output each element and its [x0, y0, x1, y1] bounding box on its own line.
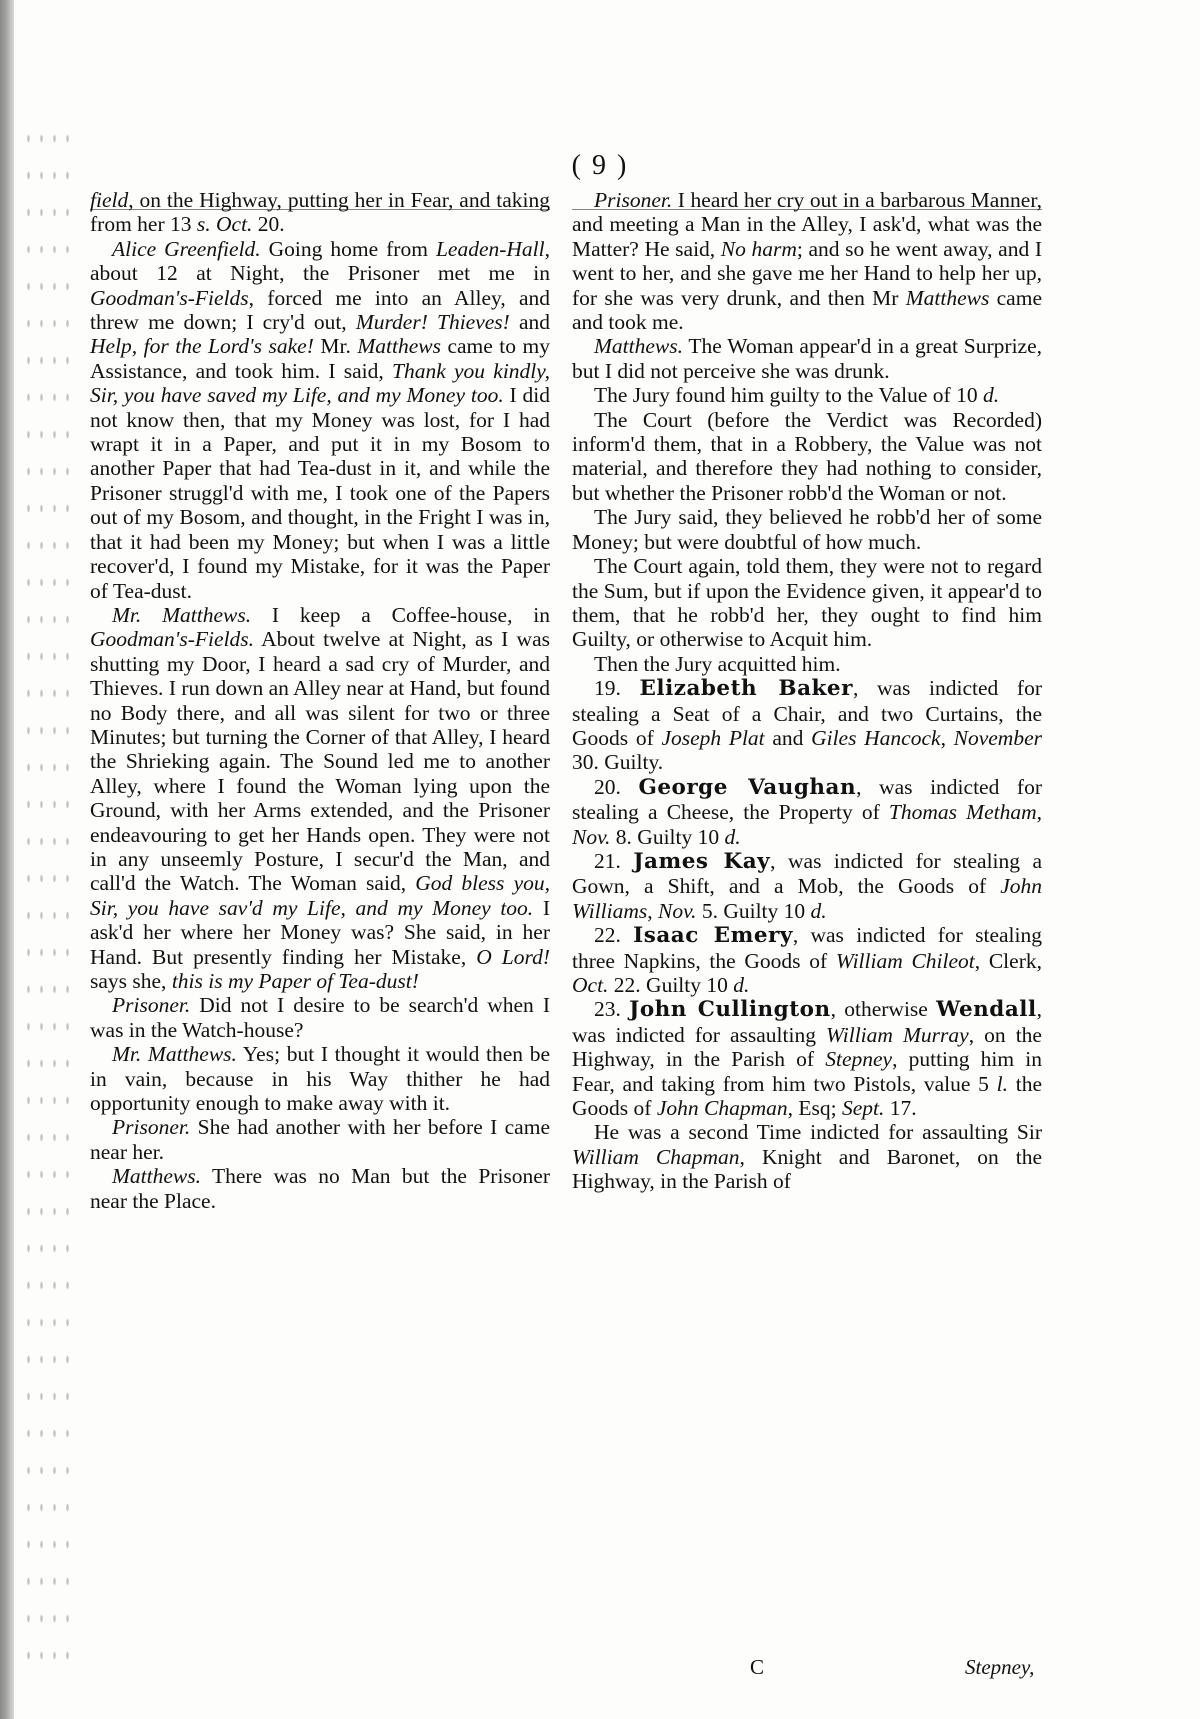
- text-run: Mr.: [313, 334, 358, 359]
- text-run: The Woman appear'd in a great Surprize, but I did not perceive she was drunk.: [572, 334, 1042, 383]
- italic-run: William Murray: [826, 1022, 969, 1047]
- italic-run: O Lord!: [476, 944, 550, 969]
- text-run: and: [509, 310, 550, 335]
- text-run: 19.: [594, 676, 640, 701]
- text-run: , Esq;: [787, 1096, 842, 1121]
- text-run: 20.: [594, 774, 639, 799]
- text-run: ,: [647, 898, 659, 923]
- signature-mark: C: [750, 1655, 765, 1679]
- text-run: , Clerk,: [974, 948, 1042, 973]
- text-run: , putting him in Fear, and taking from him two Pistols, value 5: [572, 1047, 1043, 1096]
- paragraph: [572, 652, 1042, 676]
- defendant-name: James Kay: [633, 848, 771, 874]
- italic-run: Goodman's-Fields: [90, 285, 249, 310]
- italic-run: Mr. Matthews.: [112, 1042, 237, 1067]
- italic-run: field: [90, 188, 129, 212]
- italic-run: Leaden-Hall: [435, 236, 545, 261]
- text-run: ; and so he went away, and I went to her, and she gave me her Hand to help her up, for she was very drunk, and then Mr: [572, 236, 1043, 310]
- italic-run: Prisoner.: [594, 188, 673, 212]
- italic-run: Matthews.: [594, 334, 683, 359]
- paragraph: [90, 237, 550, 603]
- paragraph: [90, 188, 550, 237]
- binding-edge: [0, 0, 14, 1719]
- italic-run: l.: [996, 1071, 1008, 1096]
- text-run: , was indicted for stealing a Seat of a Chair, and two Curtains, the Goods of: [572, 676, 1043, 750]
- italic-run: Oct.: [572, 973, 609, 997]
- catchword: Stepney,: [965, 1655, 1035, 1679]
- italic-run: John Chapman: [656, 1096, 788, 1121]
- text-run: 17.: [884, 1096, 917, 1121]
- italic-run: Nov.: [572, 824, 611, 849]
- defendant-name: Isaac Emery: [633, 923, 793, 949]
- italic-run: this is my Paper of Tea-dust!: [171, 969, 419, 993]
- text-run: The Court again, told them, they were not to regard the Sum, but if upon the Evidence given, it appear'd to them, that he robb'd her, they ought to find him Guilty, or otherwise to Acquit him.: [572, 554, 1042, 652]
- paragraph: [572, 505, 1042, 554]
- text-run: She had another with her before I came near her.: [90, 1115, 550, 1164]
- italic-run: Prisoner.: [112, 993, 191, 1018]
- text-run: 8. Guilty 10: [610, 824, 725, 849]
- text-run: He was a second Time indicted for assaulting Sir: [594, 1120, 1042, 1145]
- italic-run: Mr. Matthews.: [112, 602, 252, 627]
- defendant-name: John Cullington: [629, 997, 831, 1023]
- paragraph: [572, 554, 1042, 652]
- text-run: , was indicted for stealing three Napkins, the Goods of: [572, 923, 1042, 973]
- text-run: came to my Assistance, and took him. I said,: [90, 334, 550, 383]
- paragraph: [90, 603, 550, 994]
- italic-run: Thank you kindly, Sir, you have saved my Life, and my Money too.: [90, 358, 551, 408]
- trial-entry: [572, 923, 1042, 997]
- text-run: , Knight and Baronet, on the Highway, in the Parish of: [572, 1144, 1043, 1194]
- paragraph: [572, 383, 1042, 407]
- italic-run: Stepney: [825, 1047, 893, 1072]
- text-run: 23.: [594, 997, 630, 1022]
- defendant-name: George Vaughan: [638, 774, 857, 800]
- italic-run: God bless you, Sir, you have sav'd my Life, and my Money too.: [90, 871, 550, 920]
- text-run: , about 12 at Night, the Prisoner met me in: [90, 236, 550, 286]
- text-run: , was indicted for stealing a Gown, a Shift, and a Mob, the Goods of: [572, 848, 1043, 899]
- italic-run: Murder! Thieves!: [355, 310, 510, 335]
- text-run: About twelve at Night, as I was shutting my Door, I heard a sad cry of Murder, and Thieves. I run down an Alley near at Hand, but found no Body there, and all was silent for two or three Minutes; but turning the Corner of that Alley, I heard the Shrieking again. The Sound led me to another Alley, where I found the Woman lying upon the Ground, with her Arms extended, and the Prisoner endeavouring to get her Hands open. They were not in any unseemly Posture, I secur'd the Man, and call'd the Watch. The Woman said,: [90, 627, 550, 896]
- italic-run: Goodman's-Fields.: [90, 627, 255, 652]
- text-run: Then the Jury acquitted him.: [594, 651, 841, 676]
- italic-run: Matthews: [357, 334, 441, 359]
- italic-run: Joseph Plat: [661, 725, 765, 750]
- italic-run: d.: [982, 383, 1000, 408]
- paragraph: [90, 1042, 550, 1115]
- page-number: ( 9 ): [571, 150, 629, 181]
- text-run: 30. Guilty.: [572, 750, 664, 775]
- text-run: , on the Highway, in the Parish of: [572, 1022, 1042, 1072]
- text-run: , was indicted for stealing a Cheese, the Property of: [572, 774, 1043, 825]
- text-run: , was indicted for assaulting: [572, 997, 1042, 1047]
- paragraph: [90, 993, 550, 1042]
- paragraph: [572, 334, 1042, 383]
- text-run: 21.: [594, 848, 634, 873]
- text-run: I heard her cry out in a barbarous Manner, and meeting a Man in the Alley, I ask'd, what was the Matter? He said,: [572, 188, 1042, 261]
- text-run: The Jury found him guilty to the Value of 10: [594, 383, 983, 408]
- italic-run: John Williams: [572, 874, 1042, 923]
- italic-run: Sept.: [841, 1096, 885, 1121]
- text-run: There was no Man but the Prisoner near the Place.: [90, 1164, 550, 1213]
- italic-run: Nov.: [658, 898, 697, 923]
- text-run: ,: [1036, 800, 1042, 825]
- text-run: Did not I desire to be search'd when I was in the Watch-house?: [90, 993, 550, 1042]
- text-run: , forced me into an Alley, and threw me down; I cry'd out,: [90, 285, 550, 335]
- text-run: and: [764, 725, 812, 750]
- margin-specks: [22, 120, 72, 1680]
- left-column: [90, 188, 550, 1213]
- text-run: 20.: [252, 212, 285, 237]
- italic-run: Giles Hancock: [811, 725, 941, 750]
- trial-entry: [572, 849, 1042, 923]
- defendant-name: Wendall: [936, 997, 1037, 1023]
- italic-run: d.: [810, 898, 827, 923]
- italic-run: William Chapman: [572, 1144, 740, 1169]
- italic-run: Matthews.: [112, 1164, 201, 1189]
- paragraph: [90, 1164, 550, 1213]
- text-run: says she,: [90, 969, 172, 993]
- paragraph: [572, 1120, 1042, 1193]
- italic-run: No harm: [720, 236, 797, 261]
- text-run: ,: [940, 725, 954, 750]
- paragraph: [90, 1115, 550, 1164]
- paragraph: [572, 188, 1042, 334]
- text-run: I ask'd her where her Money was? She said, in her Hand. But presently finding her Mistake,: [90, 895, 550, 969]
- defendant-name: Elizabeth Baker: [639, 676, 853, 702]
- italic-run: Matthews: [905, 285, 990, 310]
- italic-run: s.: [196, 212, 211, 237]
- italic-run: Oct.: [216, 212, 253, 237]
- italic-run: Thomas Metham: [888, 800, 1037, 825]
- trial-entry: [572, 775, 1042, 849]
- italic-run: Help, for the Lord's sake!: [90, 334, 314, 359]
- right-column: [572, 188, 1042, 1194]
- trial-entry: [572, 997, 1042, 1120]
- text-run: 22.: [594, 923, 634, 948]
- text-run: , otherwise: [830, 997, 937, 1022]
- text-run: The Jury said, they believed he robb'd her of some Money; but were doubtful of how much.: [572, 505, 1042, 554]
- text-run: I did not know then, that my Money was lost, for I had wrapt it in a Paper, and put it in my Bosom to another Paper that had Tea-dust in it, and while the Prisoner struggl'd with me, I took one of the Papers out of my Bosom, and thought, in the Fright I was in, that it had been my Money; but when I was a little recover'd, I found my Mistake, for it was the Paper of Tea-dust.: [90, 383, 550, 603]
- trial-entry: [572, 676, 1042, 775]
- text-run: Yes; but I thought it would then be in vain, because in his Way thither he had opportunity enough to make away with it.: [90, 1042, 551, 1116]
- text-run: the Goods of: [572, 1071, 1042, 1121]
- italic-run: d.: [733, 973, 750, 997]
- italic-run: Alice Greenfield.: [112, 236, 261, 261]
- text-run: came and took me.: [572, 285, 1042, 335]
- italic-run: November: [953, 725, 1042, 750]
- italic-run: Prisoner.: [112, 1115, 191, 1140]
- text-run: 22. Guilty 10: [608, 973, 734, 997]
- italic-run: William Chileot: [835, 948, 975, 973]
- text-run: Going home from: [260, 236, 436, 261]
- text-run: The Court (before the Verdict was Recorded) inform'd them, that in a Robbery, the Value was not material, and therefore they had nothing to consider, but whether the Prisoner robb'd the Woman or not.: [572, 407, 1042, 505]
- paragraph: [572, 408, 1042, 506]
- text-run: 5. Guilty 10: [696, 898, 811, 923]
- text-run: I keep a Coffee-house, in: [251, 602, 551, 627]
- text-run: , on the Highway, putting her in Fear, and taking from her 13: [90, 188, 550, 237]
- italic-run: d.: [724, 824, 741, 849]
